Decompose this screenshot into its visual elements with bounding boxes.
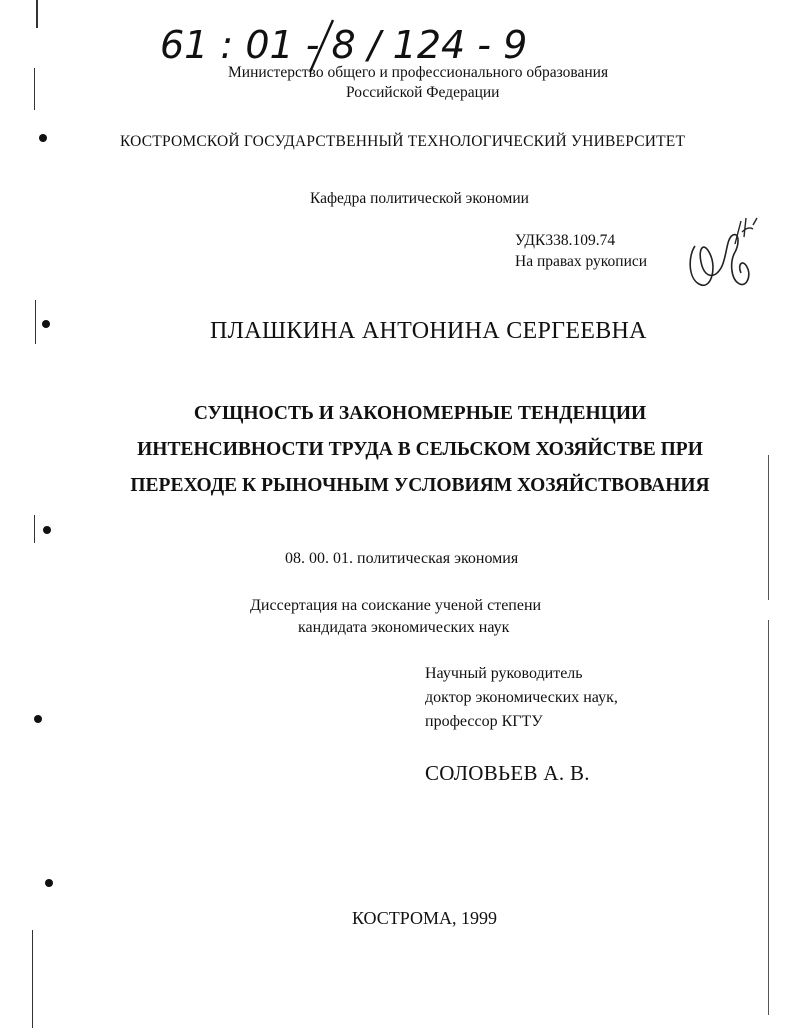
university-name: КОСТРОМСКОЙ ГОСУДАРСТВЕННЫЙ ТЕХНОЛОГИЧЕСКИЙ УНИВЕРСИТЕТ bbox=[120, 133, 686, 150]
left-scan-line-middle bbox=[35, 300, 36, 344]
dissertation-degree-line-1: Диссертация на соискание ученой степени bbox=[250, 597, 542, 614]
left-scan-dot-4 bbox=[34, 715, 42, 723]
supervisor-label: Научный руководитель bbox=[425, 665, 583, 682]
left-scan-dot-5 bbox=[45, 879, 53, 887]
author-name: ПЛАШКИНА АНТОНИНА СЕРГЕЕВНА bbox=[210, 318, 647, 344]
left-scan-dot-2 bbox=[42, 320, 50, 328]
city-and-year: КОСТРОМА, 1999 bbox=[352, 908, 498, 928]
specialty-code: 08. 00. 01. политическая экономия bbox=[285, 550, 519, 567]
dissertation-degree-line-2: кандидата экономических наук bbox=[298, 619, 510, 636]
archive-code-text: 61 : 01 - 8 / 124 - 9 bbox=[160, 23, 528, 67]
ministry-line-2: Российской Федерации bbox=[346, 84, 500, 101]
left-scan-line-top bbox=[36, 0, 38, 28]
dissertation-title-line-3: ПЕРЕХОДЕ К РЫНОЧНЫМ УСЛОВИЯМ ХОЗЯЙСТВОВАНИЯ bbox=[130, 475, 710, 496]
manuscript-rights-note: На правах рукописи bbox=[515, 253, 648, 270]
dissertation-title-line-2: ИНТЕНСИВНОСТИ ТРУДА В СЕЛЬСКОМ ХОЗЯЙСТВЕ ПРИ bbox=[137, 439, 703, 460]
right-scan-line-middle bbox=[768, 455, 769, 600]
supervisor-degree: доктор экономических наук, bbox=[425, 689, 618, 706]
supervisor-position: профессор КГТУ bbox=[425, 713, 543, 730]
left-scan-line-upper bbox=[34, 68, 35, 110]
ministry-line-1: Министерство общего и профессионального образования bbox=[228, 64, 609, 81]
left-scan-dot-3 bbox=[43, 526, 51, 534]
dissertation-title-line-1: СУЩНОСТЬ И ЗАКОНОМЕРНЫЕ ТЕНДЕНЦИИ bbox=[193, 403, 647, 424]
right-scan-line-bottom bbox=[768, 620, 769, 1015]
handwritten-signature bbox=[683, 210, 763, 294]
supervisor-name: СОЛОВЬЕВ А. В. bbox=[425, 761, 590, 785]
udk-code: УДК338.109.74 bbox=[515, 232, 616, 249]
left-scan-dot-1 bbox=[39, 134, 47, 142]
left-scan-line-lower bbox=[34, 515, 35, 543]
left-scan-line-bottom bbox=[32, 930, 33, 1028]
department-name: Кафедра политической экономии bbox=[310, 190, 529, 207]
